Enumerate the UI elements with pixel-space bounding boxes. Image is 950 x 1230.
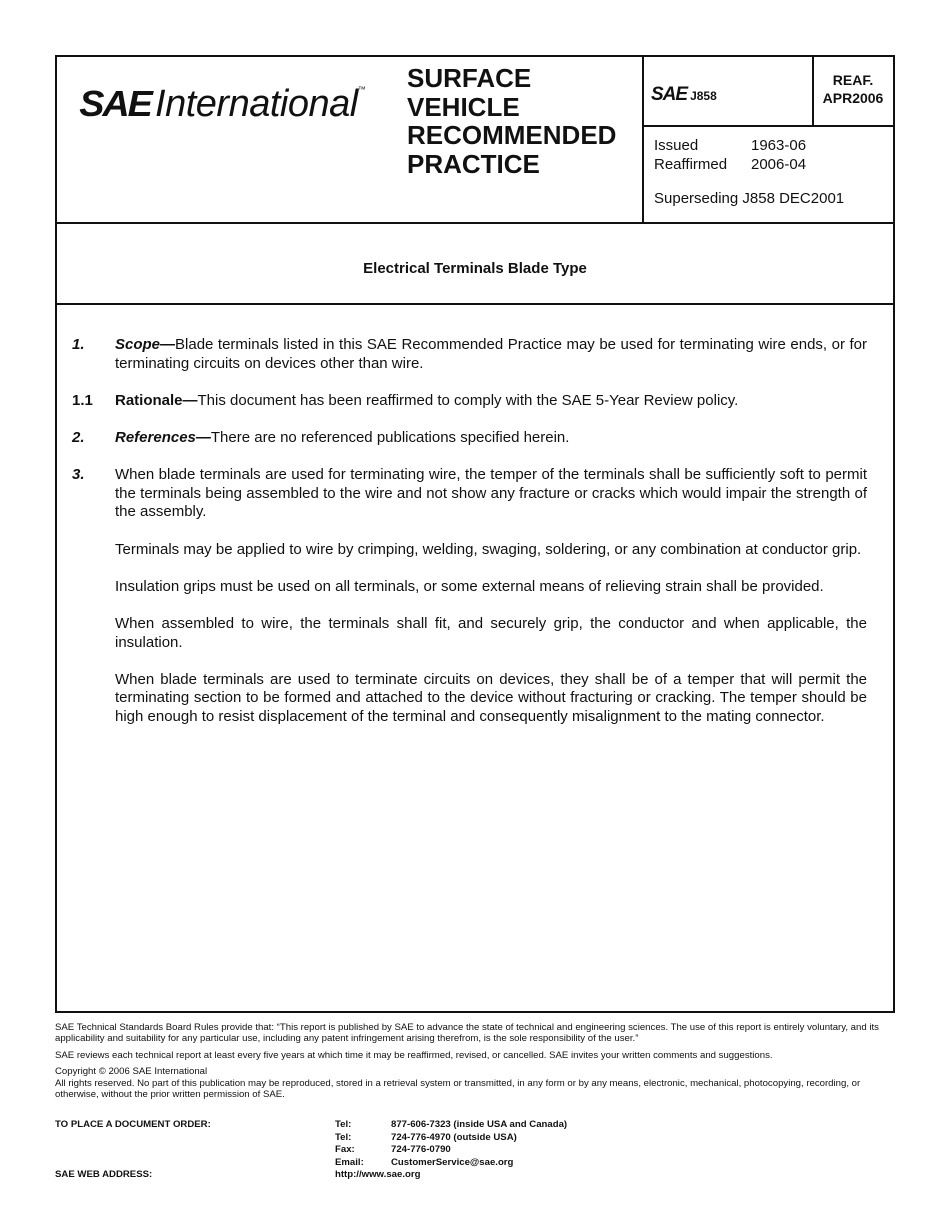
footer-notice xyxy=(55,1022,897,1105)
paragraph: When assembled to wire, the terminals shall fit, and securely grip, the conductor and when applicable, the insulation. xyxy=(115,614,867,651)
logo-trademark: ™ xyxy=(357,85,366,94)
document-number: J858 xyxy=(690,89,717,103)
email-link[interactable]: CustomerService@sae.org xyxy=(391,1156,514,1168)
section-text: When blade terminals are used for terminating wire, the temper of the terminals shall be sufficiently soft to permit the terminals being assembled to the wire and not show any fracture or cracks which would impair the strength of the assembly. xyxy=(115,466,867,521)
doc-type-line: PRACTICE xyxy=(407,148,540,179)
doc-type-line: SURFACE xyxy=(407,63,532,93)
issued-label: Issued xyxy=(654,137,699,154)
reaffirmed-label: Reaffirmed xyxy=(654,156,728,173)
paragraph: Terminals may be applied to wire by crimping, welding, swaging, soldering, or any combination at conductor grip. xyxy=(115,540,862,558)
order-label: TO PLACE A DOCUMENT ORDER: xyxy=(55,1119,211,1130)
section-requirements xyxy=(72,466,867,522)
section-rationale xyxy=(72,392,867,411)
contact-row xyxy=(335,1157,567,1170)
logo-sae-text: SAE xyxy=(79,83,151,124)
section-text: Blade terminals listed in this SAE Recommended Practice may be used for terminating wire ends, or for terminating circuits on devices other than wire. xyxy=(115,336,867,372)
docnum-divider xyxy=(644,125,893,127)
section-number: 1. xyxy=(72,336,85,353)
section-heading: Rationale— xyxy=(115,391,198,409)
reaf-vertical-divider xyxy=(812,57,814,127)
contact-value: 724-776-4970 (outside USA) xyxy=(391,1131,517,1143)
title-divider xyxy=(57,303,893,305)
issue-dates xyxy=(654,136,806,174)
header-vertical-divider xyxy=(642,57,644,223)
reaf-label: REAF. xyxy=(832,72,874,88)
sae-international-logo xyxy=(81,83,366,126)
web-address-link[interactable]: http://www.sae.org xyxy=(335,1169,421,1181)
contact-key: Tel: xyxy=(335,1119,352,1130)
contact-row xyxy=(335,1144,567,1157)
section-number: 1.1 xyxy=(72,391,93,409)
rights-text: All rights reserved. No part of this publication may be reproduced, stored in a retrieval system or transmitted, in any form or by any means, electronic, mechanical, photocopying, recording, or otherwise, without the prior written permission of SAE. xyxy=(55,1077,861,1101)
reaffirmation-badge xyxy=(815,71,891,107)
reaffirmed-value: 2006-04 xyxy=(751,156,807,173)
document-frame xyxy=(55,55,895,1013)
issued-value: 1963-06 xyxy=(751,137,807,154)
contact-value: 724-776-0790 xyxy=(391,1144,451,1156)
section-scope xyxy=(72,336,867,373)
document-title: Electrical Terminals Blade Type xyxy=(363,260,587,277)
section-heading: Scope— xyxy=(115,336,176,353)
reaf-date: APR2006 xyxy=(822,90,884,106)
contact-row xyxy=(335,1169,567,1182)
section-references xyxy=(72,429,867,448)
contact-list xyxy=(335,1119,567,1182)
header-divider xyxy=(57,222,893,224)
mini-sae-logo: SAE xyxy=(651,84,688,105)
section-number: 2. xyxy=(72,428,85,446)
copyright-text: Copyright © 2006 SAE International xyxy=(55,1066,208,1078)
web-address-label: SAE WEB ADDRESS: xyxy=(55,1169,153,1180)
doc-type-line: RECOMMENDED xyxy=(407,120,617,150)
contact-row xyxy=(335,1119,567,1132)
logo-international-text: International xyxy=(155,83,358,125)
section-heading: References— xyxy=(115,428,211,446)
standards-rules-text: SAE Technical Standards Board Rules provide that: “This report is published by SAE to advance the state of technical and engineering sciences. The use of this report is entirely voluntary, and its applicability and suitability for any particular use, including any patent infringement arising therefrom, is the sole responsibility of the user.” xyxy=(55,1022,879,1045)
section-text: This document has been reaffirmed to comply with the SAE 5-Year Review policy. xyxy=(197,391,739,409)
document-type xyxy=(407,64,642,178)
document-number-block xyxy=(651,84,717,106)
section-text: There are no referenced publications specified herein. xyxy=(210,428,570,446)
section-number: 3. xyxy=(72,466,85,484)
contact-key: Tel: xyxy=(335,1131,352,1143)
doc-type-line: VEHICLE xyxy=(407,91,520,122)
contact-row xyxy=(335,1132,567,1145)
superseding-note: Superseding J858 DEC2001 xyxy=(654,190,845,207)
paragraph: When blade terminals are used to terminate circuits on devices, they shall be of a temper that will permit the terminating section to be formed and attached to the device without fracturing or cracking. The temper should be high enough to resist displacement of the terminal and consequently misalignment to the mating connector. xyxy=(115,670,867,725)
contact-key: Fax: xyxy=(335,1144,355,1156)
contact-key: Email: xyxy=(335,1156,364,1168)
paragraph: Insulation grips must be used on all terminals, or some external means of relieving strain shall be provided. xyxy=(115,577,824,595)
contact-value: 877-606-7323 (inside USA and Canada) xyxy=(391,1119,568,1130)
document-body xyxy=(72,336,867,745)
review-policy-text: SAE reviews each technical report at least every five years at which time it may be reaffirmed, revised, or cancelled. SAE invites your written comments and suggestions. xyxy=(55,1049,773,1061)
